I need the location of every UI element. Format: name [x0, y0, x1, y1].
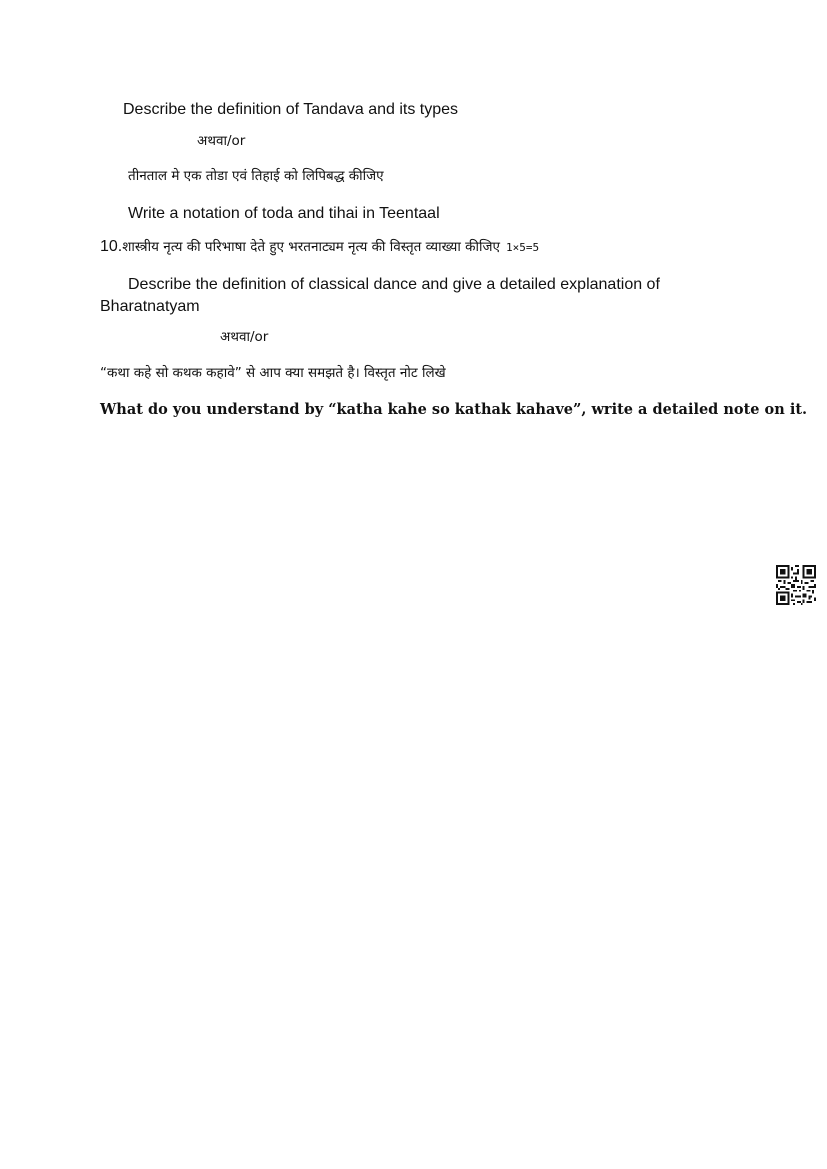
q10-english-question-line1: Describe the definition of classical dance and give a detailed explanation of: [128, 276, 660, 293]
q10-question-line: [100, 237, 539, 258]
q10-english-alternative: What do you understand by “katha kahe so kathak kahave”, write a detailed note on it.: [100, 401, 808, 418]
q9-or-text: अथवा/or: [197, 133, 246, 149]
q10-or-text: अथवा/or: [220, 329, 269, 345]
q10-english-question-line2: Bharatnatyam: [100, 298, 200, 315]
q9-hindi-alternative: तीनताल मे एक तोडा एवं तिहाई को लिपिबद्ध कीजिए: [128, 168, 384, 184]
q10-hindi-question: शास्त्रीय नृत्य की परिभाषा देते हुए भरतनाट्यम नृत्य की विस्तृत व्याख्या कीजिए: [122, 239, 500, 255]
q9-english-definition: Describe the definition of Tandava and its types: [123, 101, 459, 118]
q10-hindi-alternative: “कथा कहे सो कथक कहावे” से आप क्या समझते है। विस्तृत नोट लिखे: [100, 365, 446, 381]
qr-code-icon: [776, 565, 816, 605]
q9-english-alternative: Write a notation of toda and tihai in Teentaal: [128, 205, 440, 222]
q10-or-label: [220, 327, 268, 347]
q9-or-label: [197, 130, 245, 151]
q10-marks: 1×5=5: [505, 241, 540, 254]
q10-number: 10.: [100, 238, 123, 255]
